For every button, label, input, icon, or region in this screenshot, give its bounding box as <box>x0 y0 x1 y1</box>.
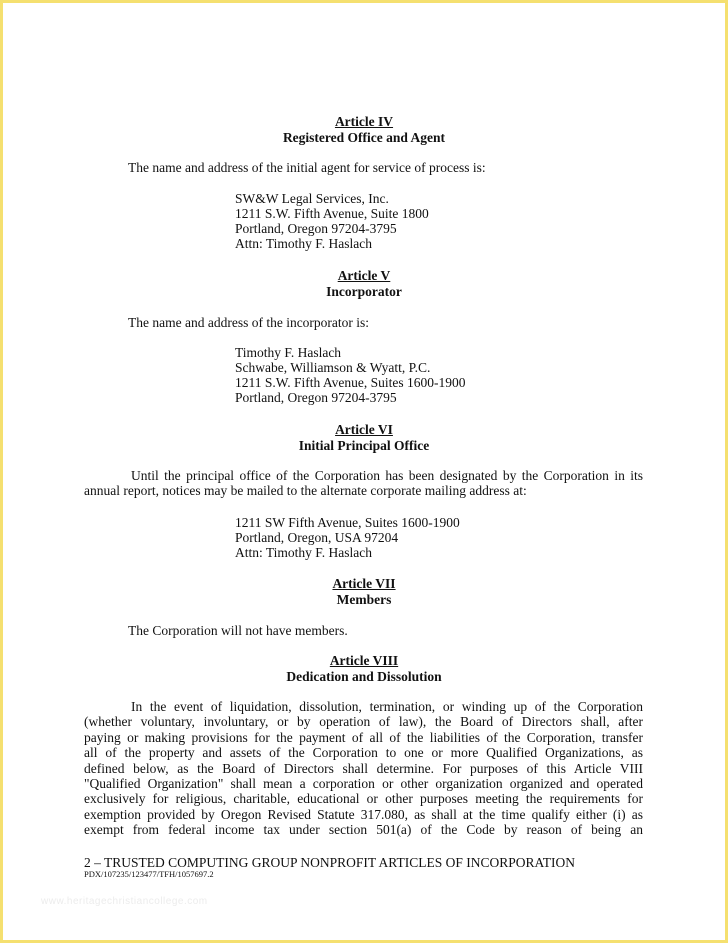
incorporator-address-line: Timothy F. Haslach <box>235 345 342 360</box>
agent-address-line: 1211 S.W. Fifth Avenue, Suite 1800 <box>235 206 429 221</box>
article-v-intro: The name and address of the incorporator is: <box>128 315 370 330</box>
paragraph-line: exemption provided by Oregon Revised Statute 317.080, as shall at the time qualify either (i) as <box>84 806 643 822</box>
incorporator-address-line: Schwabe, Williamson & Wyatt, P.C. <box>235 360 431 375</box>
article-vii-text: The Corporation will not have members. <box>128 623 348 638</box>
article-viii-subtitle: Dedication and Dissolution <box>286 669 442 684</box>
paragraph-line: exclusively for religious, charitable, educational or other purposes meeting the requirements for <box>84 791 643 807</box>
mailing-address-line: Portland, Oregon, USA 97204 <box>235 530 399 545</box>
paragraph-line: defined below, as the Board of Directors shall determine. For purposes of this Article VIII <box>84 760 643 776</box>
article-vi-paragraph <box>84 468 643 499</box>
watermark-text: www.heritagechristiancollege.com <box>41 896 208 907</box>
paragraph-line: paying or making provisions for the payment of all of the liabilities of the Corporation, transfer <box>84 729 643 745</box>
article-v-subtitle: Incorporator <box>326 284 402 299</box>
article-v-title: Article V <box>337 268 391 283</box>
paragraph-line: exempt from federal income tax under section 501(a) of the Code by reason of being an <box>84 822 643 838</box>
incorporator-address-line: Portland, Oregon 97204-3795 <box>235 390 397 405</box>
footer-title: 2 – TRUSTED COMPUTING GROUP NONPROFIT ARTICLES OF INCORPORATION <box>84 855 575 870</box>
article-vii-title: Article VII <box>332 576 396 591</box>
paragraph-line: Until the principal office of the Corporation has been designated by the Corporation in its <box>131 468 643 483</box>
paragraph-line: annual report, notices may be mailed to the alternate corporate mailing address at: <box>84 483 527 499</box>
article-iv-subtitle: Registered Office and Agent <box>282 130 446 145</box>
mailing-address-line: 1211 SW Fifth Avenue, Suites 1600-1900 <box>235 515 460 530</box>
paragraph-line: (whether voluntary, involuntary, or by operation of law), the Board of Directors shall, after <box>84 714 643 730</box>
article-viii-title: Article VIII <box>329 653 399 668</box>
mailing-address-line: Attn: Timothy F. Haslach <box>235 545 372 560</box>
paragraph-line: "Qualified Organization" shall mean a corporation or other organization organized and operated <box>84 776 643 792</box>
footer-document-code: PDX/107235/123477/TFH/1057697.2 <box>84 869 214 879</box>
article-iv-intro: The name and address of the initial agent for service of process is: <box>128 160 486 175</box>
article-vii-subtitle: Members <box>336 592 392 607</box>
agent-address-line: Attn: Timothy F. Haslach <box>235 236 372 251</box>
article-vi-title: Article VI <box>335 422 393 437</box>
article-iv-title: Article IV <box>334 114 394 129</box>
document-page <box>3 3 725 940</box>
agent-address-line: SW&W Legal Services, Inc. <box>235 191 389 206</box>
paragraph-line: all of the property and assets of the Corporation to one or more Qualified Organizations, as <box>84 745 643 761</box>
article-viii-paragraph <box>84 699 643 838</box>
agent-address-line: Portland, Oregon 97204-3795 <box>235 221 397 236</box>
incorporator-address-line: 1211 S.W. Fifth Avenue, Suites 1600-1900 <box>235 375 466 390</box>
paragraph-line: In the event of liquidation, dissolution, termination, or winding up of the Corporation <box>131 699 643 714</box>
article-vi-subtitle: Initial Principal Office <box>298 438 430 453</box>
